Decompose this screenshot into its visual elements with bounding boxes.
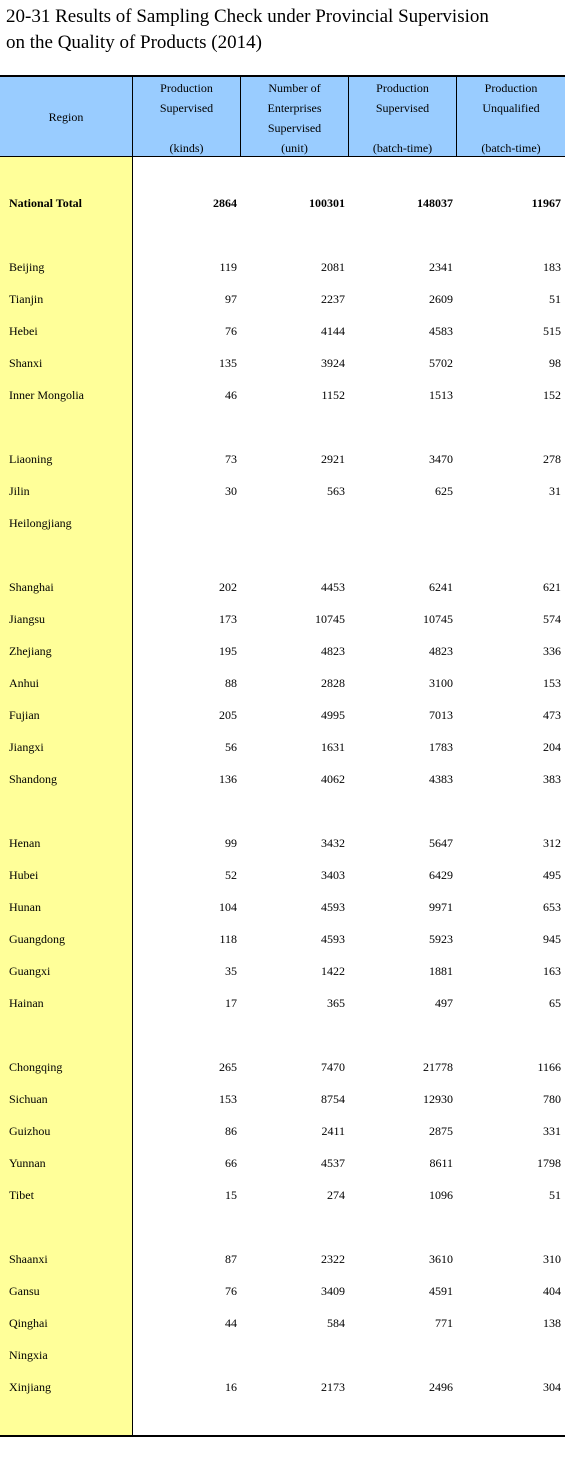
cell-value: 473 [543, 708, 561, 722]
cell-value: 3924 [321, 356, 345, 370]
cell-value: 383 [543, 772, 561, 786]
cell-value: 51 [549, 292, 561, 306]
region-name: Henan [9, 836, 41, 850]
cell-value: 274 [327, 1188, 345, 1202]
region-name: Tianjin [9, 292, 44, 306]
region-name: Anhui [9, 676, 39, 690]
header-line: Enterprises [267, 101, 322, 115]
table-row [0, 572, 565, 604]
cell-value: 51 [549, 1188, 561, 1202]
cell-value: 304 [543, 1380, 561, 1394]
cell-value: 88 [225, 676, 237, 690]
cell-value: 1513 [429, 388, 453, 402]
cell-value: 4823 [429, 644, 453, 658]
cell-value: 21778 [423, 1060, 453, 1074]
cell-value: 136 [219, 772, 237, 786]
cell-value: 3470 [429, 452, 453, 466]
total-row [0, 188, 565, 220]
cell-value: 195 [219, 644, 237, 658]
cell-value: 173 [219, 612, 237, 626]
cell-value: 6429 [429, 868, 453, 882]
region-name: Guangdong [9, 932, 65, 946]
cell-value: 76 [225, 1284, 237, 1298]
header-line: Production [376, 81, 429, 95]
header-line: Supervised [159, 101, 214, 115]
cell-value: 73 [225, 452, 237, 466]
cell-value: 2496 [429, 1380, 453, 1394]
region-name: Chongqing [9, 1060, 63, 1074]
cell-value: 2609 [429, 292, 453, 306]
cell-value: 584 [327, 1316, 345, 1330]
cell-value: 100301 [309, 196, 345, 210]
cell-value: 2237 [321, 292, 345, 306]
cell-value: 148037 [417, 196, 453, 210]
cell-value: 5923 [429, 932, 453, 946]
table-row [0, 284, 565, 316]
cell-value: 3403 [321, 868, 345, 882]
region-name: Sichuan [9, 1092, 48, 1106]
cell-value: 336 [543, 644, 561, 658]
cell-value: 8611 [429, 1156, 453, 1170]
table-title [6, 4, 561, 56]
region-name: Zhejiang [9, 644, 52, 658]
cell-value: 497 [435, 996, 453, 1010]
header-line: Supervised [267, 121, 322, 135]
table-row [0, 348, 565, 380]
cell-value: 4383 [429, 772, 453, 786]
table-row [0, 668, 565, 700]
table-row [0, 860, 565, 892]
cell-value: 10745 [315, 612, 345, 626]
region-name: Xinjiang [9, 1380, 51, 1394]
cell-value: 99 [225, 836, 237, 850]
cell-value: 4144 [321, 324, 345, 338]
header-line: Production [160, 81, 213, 95]
cell-value: 1166 [537, 1060, 561, 1074]
cell-value: 4995 [321, 708, 345, 722]
region-name: Guizhou [9, 1124, 51, 1138]
table-row [0, 380, 565, 412]
cell-value: 625 [435, 484, 453, 498]
cell-value: 87 [225, 1252, 237, 1266]
table-row [0, 732, 565, 764]
region-name: Qinghai [9, 1316, 48, 1330]
cell-value: 2341 [429, 260, 453, 274]
cell-value: 44 [225, 1316, 237, 1330]
table-bottom-rule [0, 1435, 565, 1437]
table-row [0, 1148, 565, 1180]
cell-value: 31 [549, 484, 561, 498]
cell-value: 621 [543, 580, 561, 594]
table-row [0, 988, 565, 1020]
table-row [0, 1372, 565, 1404]
header-enterprises-supervised [241, 77, 349, 156]
region-name: Yunnan [9, 1156, 46, 1170]
cell-value: 312 [543, 836, 561, 850]
cell-value: 97 [225, 292, 237, 306]
cell-value: 2864 [213, 196, 237, 210]
region-name: Inner Mongolia [9, 388, 84, 402]
cell-value: 2875 [429, 1124, 453, 1138]
cell-value: 4453 [321, 580, 345, 594]
table-row [0, 828, 565, 860]
cell-value: 2411 [321, 1124, 345, 1138]
cell-value: 17 [225, 996, 237, 1010]
cell-value: 1152 [321, 388, 345, 402]
cell-value: 780 [543, 1092, 561, 1106]
cell-value: 30 [225, 484, 237, 498]
cell-value: 46 [225, 388, 237, 402]
cell-value: 6241 [429, 580, 453, 594]
table-row [0, 1244, 565, 1276]
cell-value: 265 [219, 1060, 237, 1074]
region-name: Beijing [9, 260, 45, 274]
cell-value: 4537 [321, 1156, 345, 1170]
table-row [0, 892, 565, 924]
cell-value: 10745 [423, 612, 453, 626]
cell-value: 2322 [321, 1252, 345, 1266]
cell-value: 104 [219, 900, 237, 914]
table-row [0, 476, 565, 508]
cell-value: 65 [549, 996, 561, 1010]
cell-value: 205 [219, 708, 237, 722]
cell-value: 52 [225, 868, 237, 882]
cell-value: 1096 [429, 1188, 453, 1202]
cell-value: 202 [219, 580, 237, 594]
cell-value: 278 [543, 452, 561, 466]
cell-value: 4823 [321, 644, 345, 658]
cell-value: 2081 [321, 260, 345, 274]
cell-value: 5702 [429, 356, 453, 370]
cell-value: 4593 [321, 900, 345, 914]
cell-value: 331 [543, 1124, 561, 1138]
cell-value: 5647 [429, 836, 453, 850]
cell-value: 1631 [321, 740, 345, 754]
header-region [0, 77, 133, 156]
table-title-line-2: on the Quality of Products (2014) [6, 32, 262, 53]
cell-value: 7470 [321, 1060, 345, 1074]
cell-value: 574 [543, 612, 561, 626]
table-row [0, 1052, 565, 1084]
region-name: Jilin [9, 484, 30, 498]
region-name: Shaanxi [9, 1252, 48, 1266]
cell-value: 76 [225, 324, 237, 338]
region-name: Hubei [9, 868, 39, 882]
cell-value: 98 [549, 356, 561, 370]
cell-value: 365 [327, 996, 345, 1010]
region-name: Hainan [9, 996, 44, 1010]
region-name: Heilongjiang [9, 516, 72, 530]
header-production-supervised-kinds [133, 77, 241, 156]
header-production-supervised-batch [349, 77, 457, 156]
cell-value: 1881 [429, 964, 453, 978]
cell-value: 563 [327, 484, 345, 498]
region-name: Hunan [9, 900, 41, 914]
cell-value: 152 [543, 388, 561, 402]
cell-value: 119 [219, 260, 237, 274]
cell-value: 153 [219, 1092, 237, 1106]
cell-value: 35 [225, 964, 237, 978]
region-name: Hebei [9, 324, 38, 338]
table-row [0, 700, 565, 732]
header-unit: (kinds) [169, 141, 204, 155]
cell-value: 16 [225, 1380, 237, 1394]
region-name: National Total [9, 196, 83, 210]
table-row [0, 636, 565, 668]
table-header [0, 77, 565, 157]
cell-value: 2921 [321, 452, 345, 466]
region-name: Guangxi [9, 964, 51, 978]
region-name: Liaoning [9, 452, 53, 466]
cell-value: 3100 [429, 676, 453, 690]
region-name: Shandong [9, 772, 57, 786]
cell-value: 15 [225, 1188, 237, 1202]
cell-value: 8754 [321, 1092, 345, 1106]
header-unit: (batch-time) [372, 141, 433, 155]
table-row [0, 1116, 565, 1148]
cell-value: 4591 [429, 1284, 453, 1298]
header-line: Number of [268, 81, 321, 95]
table-row [0, 764, 565, 796]
cell-value: 135 [219, 356, 237, 370]
header-unit: (batch-time) [481, 141, 541, 155]
table-row [0, 1308, 565, 1340]
table-row [0, 1340, 565, 1372]
region-name: Shanxi [9, 356, 43, 370]
table-title-line-1: 20-31 Results of Sampling Check under Provincial Supervision [6, 6, 489, 27]
header-unit: (unit) [281, 141, 308, 155]
cell-value: 56 [225, 740, 237, 754]
cell-value: 653 [543, 900, 561, 914]
header-line: Supervised [375, 101, 430, 115]
table-row [0, 444, 565, 476]
region-name: Shanghai [9, 580, 54, 594]
table-row [0, 316, 565, 348]
table-row [0, 924, 565, 956]
cell-value: 4593 [321, 932, 345, 946]
header-line: Unqualified [482, 101, 540, 115]
cell-value: 515 [543, 324, 561, 338]
cell-value: 495 [543, 868, 561, 882]
cell-value: 118 [219, 932, 237, 946]
cell-value: 4583 [429, 324, 453, 338]
cell-value: 4062 [321, 772, 345, 786]
table-row [0, 1084, 565, 1116]
table-row [0, 252, 565, 284]
cell-value: 204 [543, 740, 561, 754]
table-row [0, 1180, 565, 1212]
header-region-label: Region [48, 109, 84, 124]
cell-value: 2173 [321, 1380, 345, 1394]
cell-value: 2828 [321, 676, 345, 690]
cell-value: 66 [225, 1156, 237, 1170]
header-production-unqualified [457, 77, 565, 156]
data-table [0, 75, 565, 1437]
region-name: Ningxia [9, 1348, 48, 1362]
table-row [0, 1276, 565, 1308]
cell-value: 3432 [321, 836, 345, 850]
cell-value: 9971 [429, 900, 453, 914]
cell-value: 12930 [423, 1092, 453, 1106]
region-name: Jiangsu [9, 612, 45, 626]
cell-value: 7013 [429, 708, 453, 722]
region-name: Gansu [9, 1284, 40, 1298]
cell-value: 86 [225, 1124, 237, 1138]
table-row [0, 508, 565, 540]
table-row [0, 604, 565, 636]
table-row [0, 956, 565, 988]
cell-value: 771 [435, 1316, 453, 1330]
region-name: Tibet [9, 1188, 34, 1202]
cell-value: 163 [543, 964, 561, 978]
cell-value: 11967 [531, 196, 561, 210]
cell-value: 945 [543, 932, 561, 946]
cell-value: 3610 [429, 1252, 453, 1266]
cell-value: 404 [543, 1284, 561, 1298]
header-line: Production [484, 81, 538, 95]
cell-value: 1798 [537, 1156, 561, 1170]
cell-value: 153 [543, 676, 561, 690]
cell-value: 310 [543, 1252, 561, 1266]
cell-value: 3409 [321, 1284, 345, 1298]
region-name: Fujian [9, 708, 40, 722]
cell-value: 1422 [321, 964, 345, 978]
cell-value: 138 [543, 1316, 561, 1330]
cell-value: 1783 [429, 740, 453, 754]
cell-value: 183 [543, 260, 561, 274]
region-name: Jiangxi [9, 740, 44, 754]
